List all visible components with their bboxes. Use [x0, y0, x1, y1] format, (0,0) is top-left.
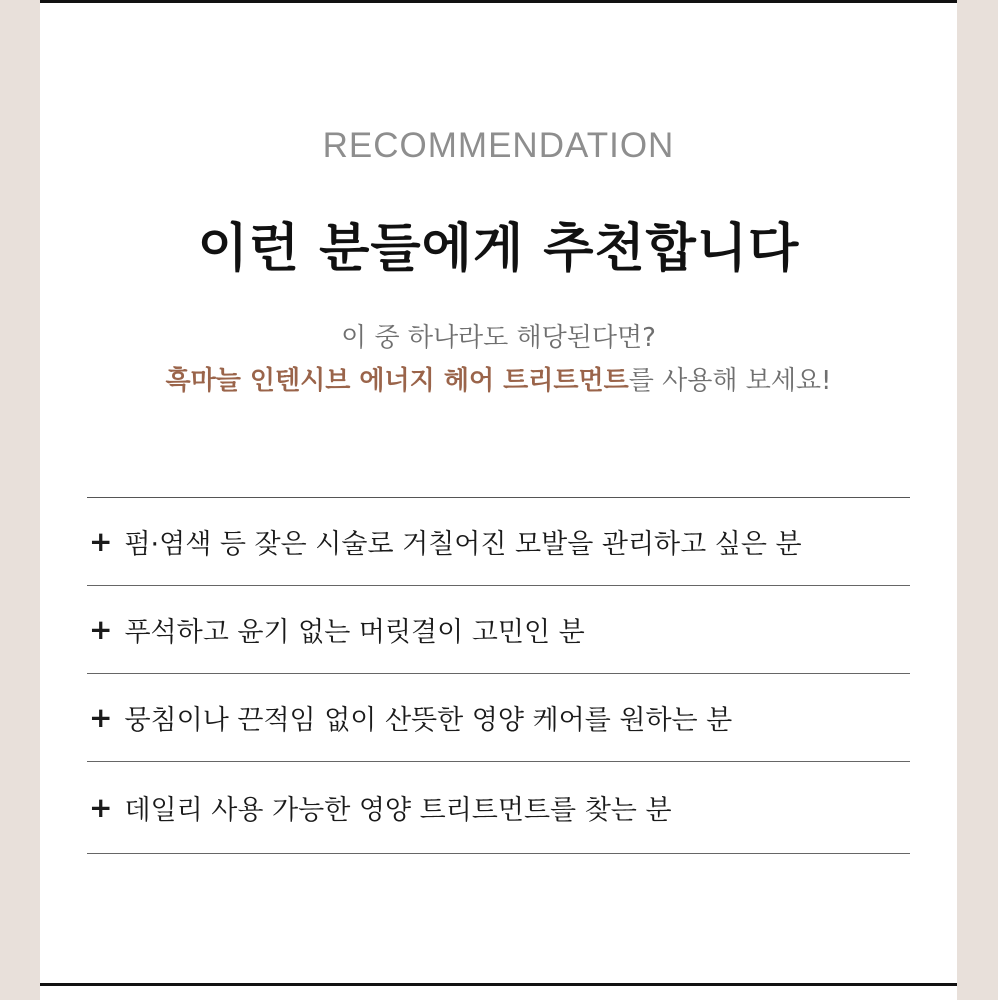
- section-eyebrow: RECOMMENDATION: [322, 126, 675, 165]
- list-item: [87, 498, 910, 586]
- plus-icon: +: [89, 613, 113, 646]
- list-item-text: 푸석하고 윤기 없는 머릿결이 고민인 분: [124, 617, 585, 648]
- intro-question: 이 중 하나라도 해당된다면?: [341, 323, 656, 353]
- page-title: 이런 분들에게 추천합니다: [197, 219, 800, 279]
- list-item: [87, 762, 910, 854]
- card-bottom-divider: [40, 983, 957, 986]
- list-item-text: 데일리 사용 가능한 영양 트리트먼트를 찾는 분: [124, 795, 672, 826]
- list-item: [87, 586, 910, 674]
- list-item-text: 펌·염색 등 잦은 시술로 거칠어진 모발을 관리하고 싶은 분: [124, 529, 802, 560]
- product-name: 흑마늘 인텐시브 에너지 헤어 트리트먼트: [165, 366, 629, 396]
- list-item-text: 뭉침이나 끈적임 없이 산뜻한 영양 케어를 원하는 분: [124, 705, 733, 736]
- recommendation-card: [40, 0, 957, 1000]
- intro-cta-suffix: 를 사용해 보세요!: [628, 366, 832, 396]
- plus-icon: +: [89, 791, 113, 824]
- plus-icon: +: [89, 701, 113, 734]
- recommendation-list: [87, 497, 910, 854]
- intro-cta: [40, 360, 957, 397]
- plus-icon: +: [89, 525, 113, 558]
- list-item: [87, 674, 910, 762]
